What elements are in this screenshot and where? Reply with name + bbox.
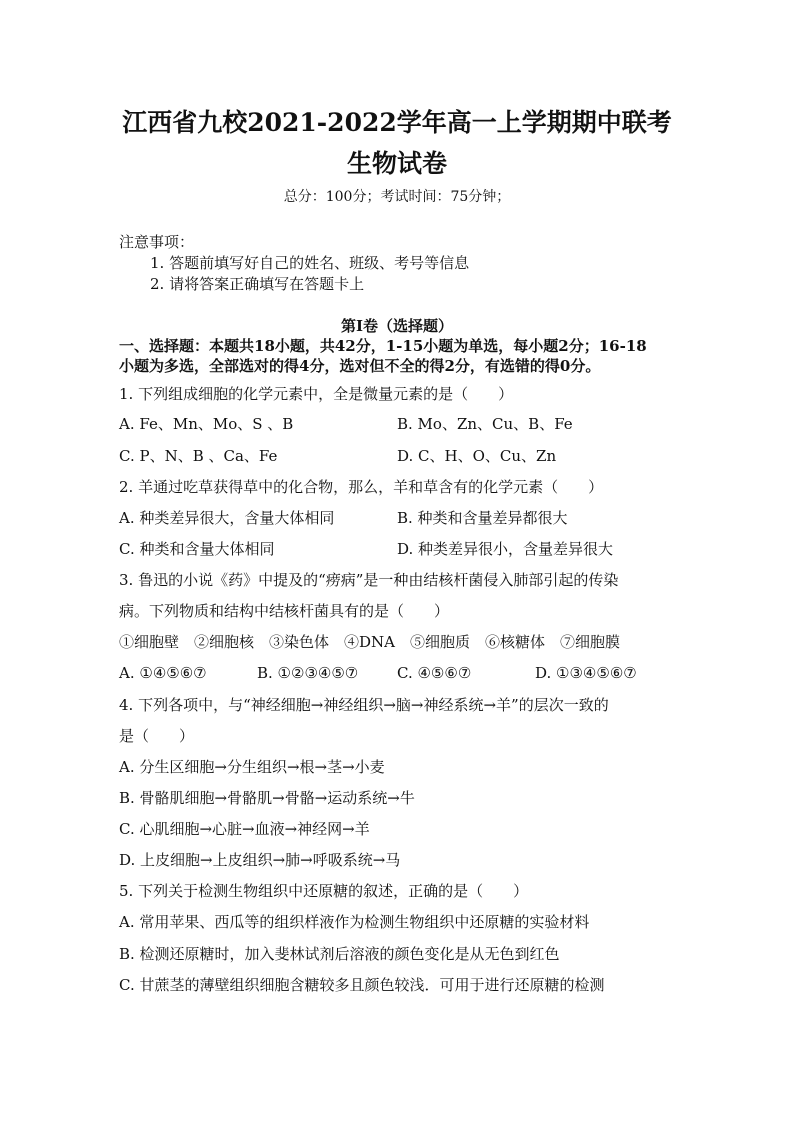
option-a: A. 种类差异很大，含量大体相同 [119, 509, 335, 527]
question-stem: 4. 下列各项中，与“神经细胞→神经组织→脑→神经系统→羊”的层次一致的 [119, 696, 609, 714]
exam-title: 江西省九校2021-2022学年高一上学期期中联考 [122, 108, 672, 137]
section-title: 第I卷（选择题） [340, 317, 454, 335]
question-stem: 5. 下列关于检测生物组织中还原糖的叙述，正确的是（ ） [119, 882, 529, 900]
option-a: A. Fe、Mn、Mo、S 、B [119, 415, 294, 433]
option-d: D. ①③④⑤⑥⑦ [535, 664, 637, 682]
question-stem: 是（ ） [119, 727, 195, 745]
option-c: C. 心肌细胞→心脏→血液→神经网→羊 [119, 820, 370, 838]
notice-item: 1. 答题前填写好自己的姓名、班级、考号等信息 [150, 254, 470, 272]
question-stem: 3. 鲁迅的小说《药》中提及的“痨病”是一种由结核杆菌侵入肺部引起的传染 [119, 571, 619, 589]
option-c: C. 甘蔗茎的薄壁组织细胞含糖较多且颜色较浅．可用于进行还原糖的检测 [119, 976, 605, 994]
option-b: B. 种类和含量差异都很大 [397, 509, 568, 527]
question-stem: 2. 羊通过吃草获得草中的化合物，那么，羊和草含有的化学元素（ ） [119, 478, 604, 496]
option-b: B. 检测还原糖时，加入斐林试剂后溶液的颜色变化是从无色到红色 [119, 945, 560, 963]
option-c: C. ④⑤⑥⑦ [397, 664, 472, 682]
option-d: D. 种类差异很小，含量差异很大 [397, 540, 614, 558]
notice-item: 2. 请将答案正确填写在答题卡上 [150, 275, 365, 293]
option-d: D. C、H、O、Cu、Zn [397, 447, 557, 465]
section-instruction: 一、选择题：本题共18小题，共42分，1-15小题为单选，每小题2分；16-18 [119, 337, 647, 355]
option-b: B. Mo、Zn、Cu、B、Fe [397, 415, 573, 433]
question-stem: 病。下列物质和结构中结核杆菌具有的是（ ） [119, 602, 450, 620]
option-a: A. 分生区细胞→分生组织→根→茎→小麦 [119, 758, 385, 776]
notice-heading: 注意事项： [119, 233, 195, 251]
option-c: C. 种类和含量大体相同 [119, 540, 275, 558]
option-d: D. 上皮细胞→上皮组织→肺→呼吸系统→马 [119, 851, 401, 869]
option-a: A. ①④⑤⑥⑦ [119, 664, 207, 682]
option-a: A. 常用苹果、西瓜等的组织样液作为检测生物组织中还原糖的实验材料 [119, 913, 590, 931]
question-items: ①细胞壁 ②细胞核 ③染色体 ④DNA ⑤细胞质 ⑥核糖体 ⑦细胞膜 [119, 633, 620, 651]
question-stem: 1. 下列组成细胞的化学元素中，全是微量元素的是（ ） [119, 385, 514, 403]
option-b: B. 骨骼肌细胞→骨骼肌→骨骼→运动系统→牛 [119, 789, 415, 807]
option-c: C. P、N、B 、Ca、Fe [119, 447, 278, 465]
section-instruction: 小题为多选，全部选对的得4分，选对但不全的得2分，有选错的得0分。 [119, 357, 601, 375]
exam-meta: 总分：100分；考试时间：75分钟； [283, 189, 511, 205]
exam-subject: 生物试卷 [346, 149, 447, 178]
option-b: B. ①②③④⑤⑦ [257, 664, 359, 682]
